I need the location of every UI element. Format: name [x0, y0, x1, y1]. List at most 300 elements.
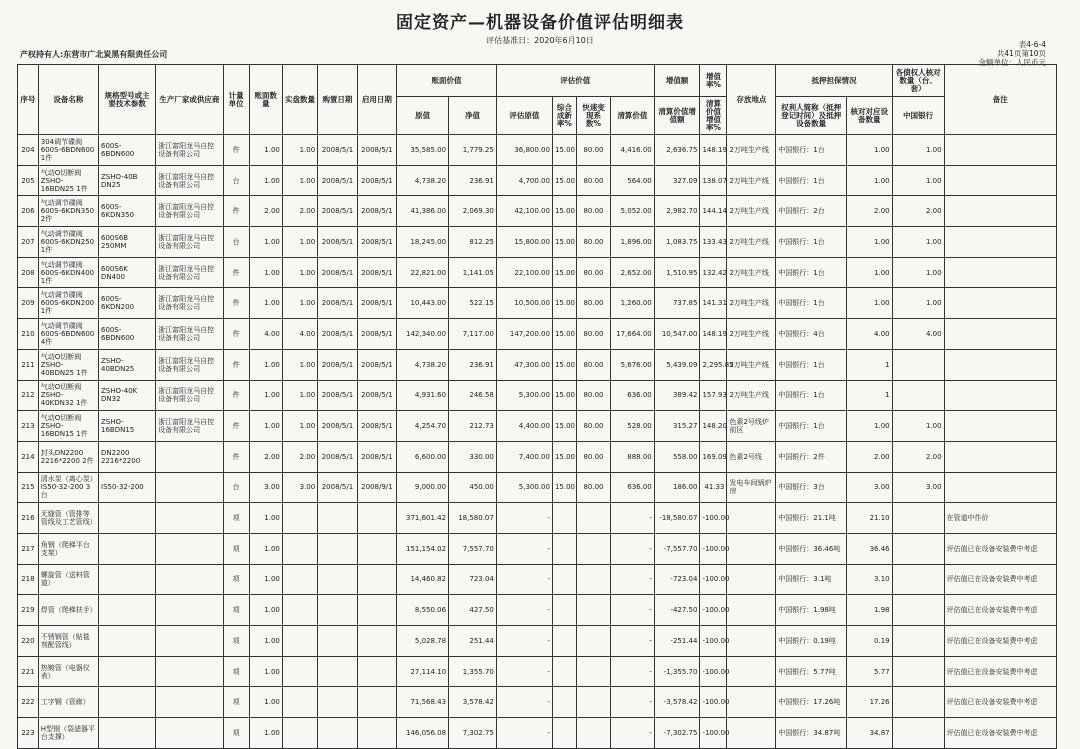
cell-pq: 5.77: [846, 656, 892, 687]
cell-model: [99, 687, 156, 718]
cell-orig: 4,254.70: [397, 411, 449, 442]
table-row: [18, 257, 1057, 288]
cell-inc: 315.27: [654, 411, 700, 442]
cell-eorig: 15,800.00: [496, 227, 552, 258]
cell-buy: 2008/5/1: [318, 196, 357, 227]
cell-remark: [944, 319, 1056, 350]
col-book-value: 账面价值: [397, 65, 497, 97]
cell-loc: [727, 687, 776, 718]
cell-qty: 4.00: [249, 319, 282, 350]
cell-lf: 80.00: [576, 472, 610, 503]
cell-model: ZSHO-40K DN32: [99, 380, 156, 411]
cell-unit: 件: [223, 135, 249, 166]
cell-lv: -: [611, 687, 655, 718]
table-row: [18, 626, 1057, 657]
cell-buy: [318, 687, 357, 718]
cell-cq: [892, 626, 944, 657]
cell-net: 236.91: [449, 349, 497, 380]
cell-unit: 项: [223, 718, 249, 749]
cell-rate: -100.00: [700, 656, 727, 687]
cell-aqty: 2.00: [282, 196, 317, 227]
cell-buy: [318, 503, 357, 534]
cell-net: 212.73: [449, 411, 497, 442]
cell-model: 600S6B 250MM: [99, 227, 156, 258]
table-row: [18, 411, 1057, 442]
cell-lv: 17,664.00: [611, 319, 655, 350]
cell-lf: 80.00: [576, 135, 610, 166]
cell-pledge: 中国银行：4台: [776, 319, 847, 350]
cell-remark: [944, 135, 1056, 166]
cell-lf: 80.00: [576, 380, 610, 411]
cell-rate: -100.00: [700, 564, 727, 595]
col-book-orig: 原值: [397, 97, 449, 135]
cell-use: 2008/5/1: [357, 288, 396, 319]
cell-cq: [892, 380, 944, 411]
cell-pledge: 中国银行：36.46吨: [776, 533, 847, 564]
cell-lf: 80.00: [576, 227, 610, 258]
cell-lf: [576, 564, 610, 595]
cell-maker: 浙江富阳龙马自控设备有限公司: [156, 319, 224, 350]
cell-pq: 1.98: [846, 595, 892, 626]
cell-maker: [156, 503, 224, 534]
cell-cq: 4.00: [892, 319, 944, 350]
cell-model: 600S6K DN400: [99, 257, 156, 288]
cell-buy: 2008/5/1: [318, 441, 357, 472]
cell-model: DN2200 2216*2200: [99, 441, 156, 472]
cell-maker: 浙江富阳龙马自控设备有限公司: [156, 380, 224, 411]
col-pledge: 抵押担保情况: [776, 65, 892, 97]
cell-lv: -: [611, 626, 655, 657]
cell-rate: 157.93: [700, 380, 727, 411]
cell-eorig: 5,300.00: [496, 380, 552, 411]
cell-newr: [552, 503, 576, 534]
cell-pledge: 中国银行：1台: [776, 165, 847, 196]
cell-inc: -427.50: [654, 595, 700, 626]
cell-pq: 1.00: [846, 165, 892, 196]
cell-unit: 项: [223, 533, 249, 564]
cell-remark: 在管道中作价: [944, 503, 1056, 534]
cell-remark: 评估值已在设备安装费中考虑: [944, 626, 1056, 657]
cell-aqty: 1.00: [282, 288, 317, 319]
cell-qty: 1.00: [249, 687, 282, 718]
cell-buy: [318, 626, 357, 657]
cell-loc: 发电车间锅炉房: [727, 472, 776, 503]
col-pledgee: 权利人简称（抵押登记时间）及抵押设备数量: [776, 97, 847, 135]
cell-pq: 3.10: [846, 564, 892, 595]
cell-name: 气动调节碟阀 600S-6KDN400 1件: [38, 257, 98, 288]
cell-remark: [944, 196, 1056, 227]
cell-name: 无缝管（管排等管线及工艺管线）: [38, 503, 98, 534]
cell-qty: 3.00: [249, 472, 282, 503]
table-row: [18, 687, 1057, 718]
cell-pq: 2.00: [846, 196, 892, 227]
table-row: [18, 656, 1057, 687]
cell-unit: 项: [223, 503, 249, 534]
cell-loc: [727, 503, 776, 534]
cell-no: 221: [18, 656, 39, 687]
cell-loc: 2万吨生产线: [727, 257, 776, 288]
cell-pledge: 中国银行：2件: [776, 441, 847, 472]
cell-use: 2008/5/1: [357, 319, 396, 350]
cell-aqty: [282, 564, 317, 595]
cell-eorig: 4,700.00: [496, 165, 552, 196]
cell-inc: -1,355.70: [654, 656, 700, 687]
col-creditor: 中国银行: [892, 97, 944, 135]
cell-pledge: 中国银行：2台: [776, 196, 847, 227]
col-liq-increase: 清算价值增值额: [654, 97, 700, 135]
page-info: 共41页第10页: [996, 49, 1046, 58]
cell-maker: 浙江富阳龙马自控设备有限公司: [156, 165, 224, 196]
cell-pq: 1.00: [846, 135, 892, 166]
cell-net: 812.25: [449, 227, 497, 258]
col-model: 规格型号或主要技术参数: [99, 65, 156, 135]
cell-use: 2008/5/1: [357, 227, 396, 258]
cell-unit: 项: [223, 564, 249, 595]
cell-eorig: 47,300.00: [496, 349, 552, 380]
cell-remark: 评估值已在设备安装费中考虑: [944, 564, 1056, 595]
cell-aqty: [282, 503, 317, 534]
cell-cq: [892, 564, 944, 595]
cell-net: 18,580.07: [449, 503, 497, 534]
cell-eorig: 22,100.00: [496, 257, 552, 288]
cell-pledge: 中国银行：1.98吨: [776, 595, 847, 626]
cell-newr: 15.00: [552, 349, 576, 380]
cell-loc: 2万吨生产线: [727, 349, 776, 380]
cell-orig: 4,931.60: [397, 380, 449, 411]
cell-no: 211: [18, 349, 39, 380]
cell-maker: [156, 472, 224, 503]
cell-model: [99, 564, 156, 595]
cell-qty: 1.00: [249, 718, 282, 749]
cell-inc: 389.42: [654, 380, 700, 411]
cell-lv: -: [611, 656, 655, 687]
table-row: [18, 165, 1057, 196]
table-row: [18, 349, 1057, 380]
cell-maker: [156, 564, 224, 595]
cell-aqty: [282, 718, 317, 749]
table-row: [18, 595, 1057, 626]
cell-newr: 15.00: [552, 472, 576, 503]
cell-aqty: 1.00: [282, 411, 317, 442]
table-row: [18, 319, 1057, 350]
cell-eorig: -: [496, 656, 552, 687]
col-eval-value: 评估价值: [496, 65, 654, 97]
cell-inc: -7,557.70: [654, 533, 700, 564]
cell-rate: -100.00: [700, 626, 727, 657]
cell-unit: 件: [223, 257, 249, 288]
cell-eorig: 36,800.00: [496, 135, 552, 166]
cell-model: 600S-6KDN350: [99, 196, 156, 227]
cell-remark: [944, 411, 1056, 442]
col-maker: 生产厂家或供应商: [156, 65, 224, 135]
cell-lv: 888.00: [611, 441, 655, 472]
cell-maker: [156, 626, 224, 657]
cell-inc: -7,302.75: [654, 718, 700, 749]
cell-qty: 1.00: [249, 656, 282, 687]
cell-aqty: 2.00: [282, 441, 317, 472]
cell-no: 216: [18, 503, 39, 534]
cell-pq: 1.00: [846, 257, 892, 288]
cell-newr: 15.00: [552, 135, 576, 166]
cell-inc: -18,580.07: [654, 503, 700, 534]
cell-rate: 41.33: [700, 472, 727, 503]
cell-remark: 评估值已在设备安装费中考虑: [944, 533, 1056, 564]
cell-rate: -100.00: [700, 503, 727, 534]
cell-buy: 2008/5/1: [318, 411, 357, 442]
cell-maker: 浙江富阳龙马自控设备有限公司: [156, 135, 224, 166]
cell-cq: 1.00: [892, 227, 944, 258]
cell-name: 工字钢（管廊）: [38, 687, 98, 718]
cell-unit: 台: [223, 227, 249, 258]
cell-no: 207: [18, 227, 39, 258]
cell-inc: -723.04: [654, 564, 700, 595]
cell-model: 600S-6KDN200: [99, 288, 156, 319]
cell-model: [99, 656, 156, 687]
cell-remark: [944, 349, 1056, 380]
cell-lv: 1,260.00: [611, 288, 655, 319]
cell-cq: 1.00: [892, 288, 944, 319]
col-pledge-qty: 核对对应设备数量: [846, 97, 892, 135]
cell-no: 208: [18, 257, 39, 288]
cell-orig: 4,738.20: [397, 165, 449, 196]
col-use-date: 启用日期: [357, 65, 396, 135]
cell-aqty: [282, 687, 317, 718]
cell-use: [357, 503, 396, 534]
cell-pq: 36.46: [846, 533, 892, 564]
cell-maker: 浙江富阳龙马自控设备有限公司: [156, 257, 224, 288]
cell-cq: [892, 349, 944, 380]
cell-net: 7,302.75: [449, 718, 497, 749]
cell-eorig: -: [496, 533, 552, 564]
cell-cq: 1.00: [892, 257, 944, 288]
cell-orig: 146,056.08: [397, 718, 449, 749]
cell-lf: 80.00: [576, 349, 610, 380]
cell-pledge: 中国银行：1台: [776, 349, 847, 380]
currency-unit: 金额单位：人民币元: [978, 58, 1046, 67]
cell-inc: -3,578.42: [654, 687, 700, 718]
cell-no: 222: [18, 687, 39, 718]
table-row: [18, 441, 1057, 472]
cell-newr: 15.00: [552, 319, 576, 350]
cell-net: 251.44: [449, 626, 497, 657]
cell-no: 223: [18, 718, 39, 749]
cell-net: 1,355.70: [449, 656, 497, 687]
cell-lf: [576, 595, 610, 626]
col-rate: 增值率%: [700, 65, 727, 97]
col-name: 设备名称: [38, 65, 98, 135]
cell-use: 2008/5/1: [357, 257, 396, 288]
cell-aqty: 1.00: [282, 227, 317, 258]
cell-lv: 1,896.00: [611, 227, 655, 258]
cell-pq: 17.26: [846, 687, 892, 718]
cell-remark: [944, 257, 1056, 288]
cell-orig: 14,460.82: [397, 564, 449, 595]
col-book-qty: 账面数量: [249, 65, 282, 135]
cell-name: 气动O切断阀 ZSHO-40KDN32 1件: [38, 380, 98, 411]
cell-loc: [727, 595, 776, 626]
col-seq: 序号: [18, 65, 39, 135]
cell-lv: 5,052.00: [611, 196, 655, 227]
cell-aqty: 1.00: [282, 165, 317, 196]
table-row: [18, 472, 1057, 503]
cell-inc: 1,510.95: [654, 257, 700, 288]
cell-remark: [944, 165, 1056, 196]
table-row: [18, 503, 1057, 534]
cell-maker: [156, 656, 224, 687]
cell-no: 206: [18, 196, 39, 227]
cell-buy: 2008/5/1: [318, 319, 357, 350]
col-liq-factor: 快速变现系数%: [576, 97, 610, 135]
cell-rate: 144.14: [700, 196, 727, 227]
cell-name: 热镀管（电器仪表）: [38, 656, 98, 687]
cell-cq: [892, 687, 944, 718]
cell-newr: 15.00: [552, 441, 576, 472]
cell-aqty: 3.00: [282, 472, 317, 503]
cell-lf: 80.00: [576, 165, 610, 196]
cell-lv: 2,652.00: [611, 257, 655, 288]
cell-rate: 2,295.85: [700, 349, 727, 380]
cell-unit: 项: [223, 595, 249, 626]
cell-buy: 2008/5/1: [318, 165, 357, 196]
cell-cq: 1.00: [892, 411, 944, 442]
cell-pq: 0.19: [846, 626, 892, 657]
cell-name: 清水泵（离心泵）IS50-32-200 3台: [38, 472, 98, 503]
table-row: [18, 135, 1057, 166]
cell-loc: [727, 564, 776, 595]
cell-net: 723.04: [449, 564, 497, 595]
cell-aqty: [282, 656, 317, 687]
cell-inc: 737.85: [654, 288, 700, 319]
cell-inc: 2,982.70: [654, 196, 700, 227]
cell-rate: 133.43: [700, 227, 727, 258]
cell-orig: 9,000.00: [397, 472, 449, 503]
cell-pq: 2.00: [846, 441, 892, 472]
cell-unit: 件: [223, 380, 249, 411]
cell-name: H型钢（袋滤器平台支撑）: [38, 718, 98, 749]
cell-net: 3,578.42: [449, 687, 497, 718]
cell-net: 2,069.30: [449, 196, 497, 227]
cell-use: 2008/5/1: [357, 135, 396, 166]
cell-name: 不锈钢管（贴毯剂配管线）: [38, 626, 98, 657]
cell-net: 246.58: [449, 380, 497, 411]
cell-buy: 2008/5/1: [318, 380, 357, 411]
cell-remark: 评估值已在设备安装费中考虑: [944, 656, 1056, 687]
cell-no: 217: [18, 533, 39, 564]
cell-use: [357, 595, 396, 626]
cell-inc: 186.00: [654, 472, 700, 503]
table-row: [18, 288, 1057, 319]
cell-pledge: 中国银行：5.77吨: [776, 656, 847, 687]
col-book-net: 净值: [449, 97, 497, 135]
cell-newr: 15.00: [552, 165, 576, 196]
cell-orig: 5,028.78: [397, 626, 449, 657]
cell-no: 219: [18, 595, 39, 626]
cell-loc: 2万吨生产线: [727, 165, 776, 196]
cell-rate: 141.31: [700, 288, 727, 319]
cell-lv: 636.00: [611, 472, 655, 503]
cell-name: 气动O切断阀 ZSHO-16BDN15 1件: [38, 411, 98, 442]
cell-net: 1,779.25: [449, 135, 497, 166]
cell-maker: 浙江富阳龙马自控设备有限公司: [156, 288, 224, 319]
cell-qty: 1.00: [249, 503, 282, 534]
cell-inc: 1,083.75: [654, 227, 700, 258]
cell-eorig: -: [496, 564, 552, 595]
col-liq-rate: 清算价值增值率%: [700, 97, 727, 135]
cell-loc: 2万吨生产线: [727, 380, 776, 411]
cell-newr: [552, 687, 576, 718]
cell-lf: [576, 718, 610, 749]
cell-maker: [156, 441, 224, 472]
cell-orig: 41,386.00: [397, 196, 449, 227]
cell-pq: 4.00: [846, 319, 892, 350]
cell-lv: -: [611, 564, 655, 595]
cell-name: 气动调节碟阀 600S-6KDN200 1件: [38, 288, 98, 319]
cell-eorig: 42,100.00: [496, 196, 552, 227]
cell-name: 螺旋管（送料管道）: [38, 564, 98, 595]
cell-orig: 27,114.10: [397, 656, 449, 687]
cell-no: 205: [18, 165, 39, 196]
cell-rate: 169.09: [700, 441, 727, 472]
cell-model: [99, 718, 156, 749]
table-number: 表4-6-4: [1018, 40, 1046, 49]
cell-eorig: -: [496, 626, 552, 657]
cell-lf: 80.00: [576, 441, 610, 472]
cell-unit: 件: [223, 288, 249, 319]
cell-buy: [318, 718, 357, 749]
cell-remark: [944, 380, 1056, 411]
cell-inc: -251.44: [654, 626, 700, 657]
cell-aqty: 1.00: [282, 380, 317, 411]
cell-pledge: 中国银行：21.1吨: [776, 503, 847, 534]
cell-orig: 371,601.42: [397, 503, 449, 534]
table-row: [18, 564, 1057, 595]
cell-use: 2008/5/1: [357, 165, 396, 196]
cell-no: 213: [18, 411, 39, 442]
cell-no: 210: [18, 319, 39, 350]
cell-pledge: 中国银行：1台: [776, 411, 847, 442]
cell-net: 330.00: [449, 441, 497, 472]
cell-lf: [576, 656, 610, 687]
cell-qty: 2.00: [249, 196, 282, 227]
cell-inc: 10,547.00: [654, 319, 700, 350]
cell-lv: -: [611, 503, 655, 534]
cell-newr: 15.00: [552, 411, 576, 442]
cell-no: 215: [18, 472, 39, 503]
cell-unit: 项: [223, 626, 249, 657]
table-meta: [979, 40, 1047, 67]
cell-qty: 1.00: [249, 349, 282, 380]
cell-qty: 1.00: [249, 626, 282, 657]
cell-use: 2008/5/1: [357, 411, 396, 442]
cell-name: 气动O切断阀 ZSHO-16BDN25 1件: [38, 165, 98, 196]
cell-lv: -: [611, 595, 655, 626]
cell-use: 2008/5/1: [357, 196, 396, 227]
cell-maker: 浙江富阳龙马自控设备有限公司: [156, 349, 224, 380]
cell-model: ZSHO-16BDN15: [99, 411, 156, 442]
cell-model: ZSHO-40BDN25: [99, 349, 156, 380]
cell-lf: [576, 533, 610, 564]
cell-buy: 2008/5/1: [318, 349, 357, 380]
cell-lf: [576, 687, 610, 718]
cell-model: ZSHO-40B DN25: [99, 165, 156, 196]
cell-pledge: 中国银行：17.26吨: [776, 687, 847, 718]
cell-pledge: 中国银行：3台: [776, 472, 847, 503]
cell-lf: 80.00: [576, 411, 610, 442]
cell-use: [357, 656, 396, 687]
cell-aqty: [282, 533, 317, 564]
table-row: [18, 718, 1057, 749]
cell-qty: 1.00: [249, 564, 282, 595]
